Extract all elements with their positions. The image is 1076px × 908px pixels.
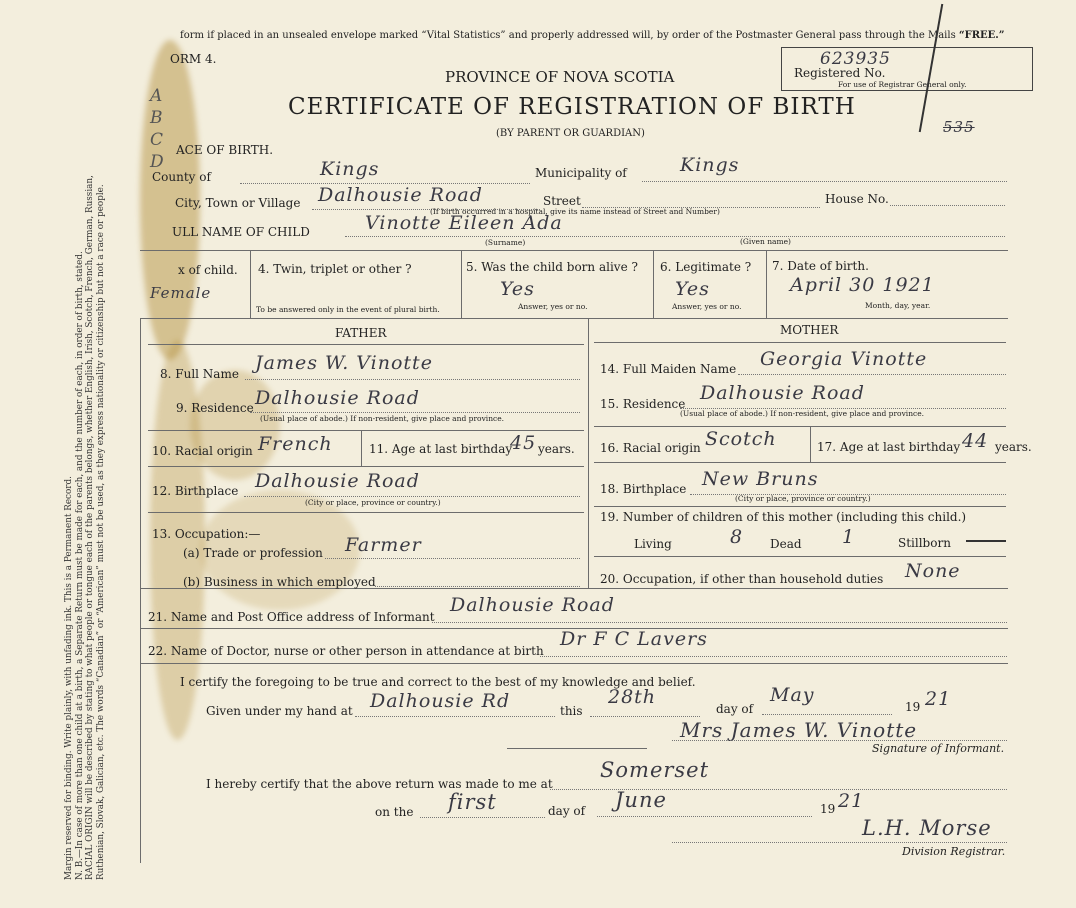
legit-label: 6. Legitimate ? bbox=[660, 260, 752, 274]
cert-day-of-label: day of bbox=[716, 702, 754, 716]
father-race-label: 10. Racial origin bbox=[152, 444, 253, 458]
mother-race-label: 16. Racial origin bbox=[600, 441, 701, 455]
mother-heading: MOTHER bbox=[780, 323, 839, 337]
registrar-day-value: first bbox=[448, 790, 497, 814]
registrar-note: For use of Registrar General only. bbox=[838, 80, 967, 89]
alive-note: Answer, yes or no. bbox=[518, 302, 588, 311]
registrar-day-of-label: day of bbox=[548, 804, 586, 818]
legit-note: Answer, yes or no. bbox=[672, 302, 742, 311]
registered-box bbox=[781, 47, 1033, 91]
margin-line-4: Ruthenian, Slovak, Galician, etc. The words “Canadian” or “American” must not be used, as they express nationality or citizenship but not a race or people. bbox=[95, 184, 106, 880]
place-heading: ACE OF BIRTH. bbox=[176, 143, 274, 157]
cert-year-prefix: 19 bbox=[905, 700, 921, 714]
mother-age-label: 17. Age at last birthday bbox=[817, 440, 961, 454]
mother-name-value: Georgia Vinotte bbox=[760, 348, 928, 370]
informant-value: Dalhousie Road bbox=[450, 594, 615, 616]
mother-bp-note: (City or place, province or country.) bbox=[735, 494, 871, 503]
registrar-place-value: Somerset bbox=[600, 758, 710, 782]
father-race-value: French bbox=[258, 433, 333, 455]
mother-years: years. bbox=[995, 440, 1032, 454]
postal-free: “FREE.” bbox=[958, 30, 1005, 41]
father-bp-note: (City or place, province or country.) bbox=[305, 498, 441, 507]
mother-race-value: Scotch bbox=[705, 428, 777, 450]
father-trade-value: Farmer bbox=[345, 534, 422, 556]
father-res-value: Dalhousie Road bbox=[255, 387, 420, 409]
mother-occ-label: 20. Occupation, if other than household duties bbox=[600, 572, 884, 586]
registrar-year-value: 21 bbox=[838, 790, 865, 812]
doctor-label: 22. Name of Doctor, nurse or other person in attendance at birth bbox=[148, 644, 544, 658]
mother-age-value: 44 bbox=[962, 430, 989, 452]
father-res-note: (Usual place of abode.) If non-resident, give place and province. bbox=[260, 414, 505, 423]
certify-text: I certify the foregoing to be true and correct to the best of my knowledge and belief. bbox=[180, 675, 696, 689]
dead-label: Dead bbox=[770, 537, 802, 551]
doctor-value: Dr F C Lavers bbox=[560, 628, 708, 650]
given-label: Given under my hand at bbox=[206, 704, 353, 718]
mother-children-label: 19. Number of children of this mother (including this child.) bbox=[600, 510, 967, 524]
mother-res-label: 15. Residence bbox=[600, 397, 686, 411]
living-value: 8 bbox=[730, 526, 744, 548]
father-age-value: 45 bbox=[510, 432, 537, 454]
living-label: Living bbox=[634, 537, 672, 551]
father-business-label: (b) Business in which employed bbox=[183, 575, 376, 589]
on-the-label: on the bbox=[375, 805, 414, 819]
alive-label: 5. Was the child born alive ? bbox=[466, 260, 638, 274]
dead-value: 1 bbox=[842, 526, 856, 548]
surname-note: (Surname) bbox=[485, 238, 526, 247]
sex-value: Female bbox=[150, 284, 212, 302]
alive-value: Yes bbox=[500, 278, 535, 300]
informant-signature: Mrs James W. Vinotte bbox=[680, 718, 918, 742]
father-heading: FATHER bbox=[335, 326, 387, 340]
twin-label: 4. Twin, triplet or other ? bbox=[258, 262, 412, 276]
page-subtitle: (BY PARENT OR GUARDIAN) bbox=[496, 128, 645, 139]
child-name-value: Vinotte Eileen Ada bbox=[365, 212, 563, 234]
twin-note: To be answered only in the event of plural birth. bbox=[256, 305, 440, 314]
margin-instructions bbox=[64, 175, 106, 880]
this-label: this bbox=[560, 704, 583, 718]
stillborn-label: Stillborn bbox=[898, 536, 951, 550]
street-label: Street bbox=[543, 194, 581, 208]
margin-line-2: N. B.—In case of more than one child at a birth, a Separate Return must be made for each, and the number of each, in order of birth, stated. bbox=[74, 251, 85, 880]
date-value: April 30 1921 bbox=[790, 274, 935, 296]
margin-line-1: Margin reserved for binding. Write plainly, with unfading ink. This is a Permanent Record. bbox=[64, 476, 74, 880]
form-number: ORM 4. bbox=[170, 52, 217, 66]
registrar-signature-label: Division Registrar. bbox=[902, 845, 1006, 858]
given-note: (Given name) bbox=[740, 237, 791, 246]
province-heading: PROVINCE OF NOVA SCOTIA bbox=[445, 68, 675, 86]
father-res-label: 9. Residence bbox=[176, 401, 254, 415]
father-name-label: 8. Full Name bbox=[160, 367, 239, 381]
postal-note: form if placed in an unsealed envelope marked “Vital Statistics” and properly addressed will, by order of the Postmaster General pass through the Mails “FREE.” bbox=[180, 30, 1005, 41]
child-name-label: ULL NAME OF CHILD bbox=[172, 225, 310, 239]
mother-name-label: 14. Full Maiden Name bbox=[600, 362, 737, 376]
father-age-label: 11. Age at last birthday bbox=[369, 442, 513, 456]
hospital-note: (If birth occurred in a hospital, give its name instead of Street and Number) bbox=[430, 207, 720, 216]
father-bp-value: Dalhousie Road bbox=[255, 470, 420, 492]
father-name-value: James W. Vinotte bbox=[255, 352, 433, 374]
city-label: City, Town or Village bbox=[175, 196, 301, 210]
cert-year-value: 21 bbox=[925, 688, 952, 710]
mother-occ-value: None bbox=[905, 560, 961, 582]
house-label: House No. bbox=[825, 192, 889, 206]
father-bp-label: 12. Birthplace bbox=[152, 484, 239, 498]
registered-number: 623935 bbox=[820, 49, 891, 69]
legit-value: Yes bbox=[675, 278, 710, 300]
county-value: Kings bbox=[320, 158, 380, 180]
registered-label: Registered No. bbox=[794, 66, 886, 80]
registrar-month-value: June bbox=[615, 788, 667, 812]
informant-label: 21. Name and Post Office address of Informant bbox=[148, 610, 435, 624]
municipality-label: Municipality of bbox=[535, 166, 627, 180]
mother-res-note: (Usual place of abode.) If non-resident, give place and province. bbox=[680, 409, 925, 418]
cert-day-value: 28th bbox=[608, 686, 657, 708]
sex-label: x of child. bbox=[178, 263, 238, 277]
registrar-year-prefix: 19 bbox=[820, 802, 836, 816]
municipality-value: Kings bbox=[680, 154, 740, 176]
date-note: Month, day, year. bbox=[865, 301, 931, 310]
father-years: years. bbox=[538, 442, 575, 456]
margin-letters: A B C D bbox=[150, 86, 165, 172]
father-trade-label: (a) Trade or profession bbox=[183, 546, 323, 560]
margin-line-3: RACIAL ORIGIN will be described by stating to what people or tongue each of the parents belongs, whether English, Irish, Scotch, French, German, Russian, bbox=[85, 175, 95, 880]
mother-bp-value: New Bruns bbox=[702, 468, 819, 490]
mother-res-value: Dalhousie Road bbox=[700, 382, 865, 404]
registrar-text: I hereby certify that the above return was made to me at bbox=[206, 777, 553, 791]
city-value: Dalhousie Road bbox=[318, 184, 483, 206]
registrar-signature: L.H. Morse bbox=[862, 816, 992, 840]
father-occ-label: 13. Occupation:— bbox=[152, 527, 261, 541]
mother-bp-label: 18. Birthplace bbox=[600, 482, 687, 496]
cert-month-value: May bbox=[770, 684, 815, 706]
date-label: 7. Date of birth. bbox=[772, 259, 869, 273]
struck-number: 535 bbox=[943, 118, 975, 136]
page-title: CERTIFICATE OF REGISTRATION OF BIRTH bbox=[288, 94, 856, 120]
informant-signature-label: Signature of Informant. bbox=[872, 742, 1005, 755]
given-place-value: Dalhousie Rd bbox=[370, 690, 511, 712]
county-label: County of bbox=[152, 170, 211, 184]
